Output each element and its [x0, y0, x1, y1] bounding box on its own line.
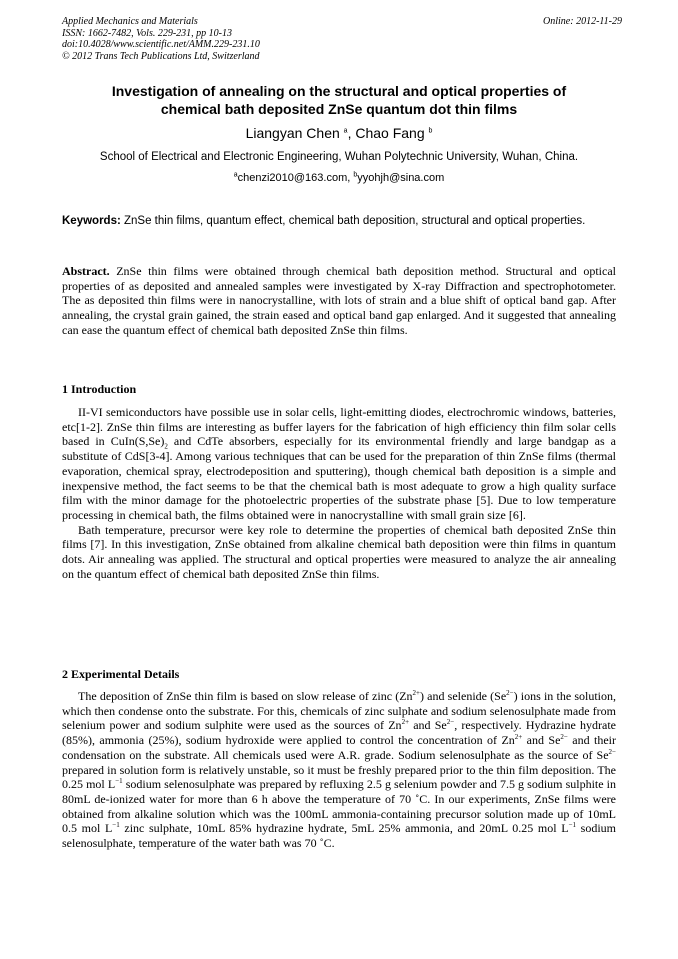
exp-text-11: sodium selenosulphate, temperature of the water bath was 70 ˚C.	[62, 821, 616, 851]
exp-unit-exponent: −1	[568, 821, 577, 830]
exp-unit-exponent: −1	[112, 821, 120, 830]
author-1: Liangyan Chen	[245, 125, 340, 141]
exp-unit-exponent: −1	[115, 777, 123, 786]
online-date: Online: 2012-11-29	[543, 16, 622, 27]
journal-name: Applied Mechanics and Materials	[62, 16, 198, 27]
email-separator: ,	[347, 172, 354, 184]
exp-se-charge: 2−	[506, 689, 514, 697]
email-b-link[interactable]: yyohjh@sina.com	[357, 172, 445, 184]
paper-title	[62, 82, 616, 118]
introduction-body	[62, 405, 616, 581]
author-separator: ,	[347, 125, 356, 141]
title-line-1: Investigation of annealing on the structural and optical properties of	[111, 83, 567, 99]
abstract-label: Abstract.	[62, 264, 110, 278]
copyright-line: © 2012 Trans Tech Publications Ltd, Switzerland	[62, 50, 260, 62]
section-heading-introduction: 1 Introduction	[62, 382, 137, 396]
affiliation: School of Electrical and Electronic Engineering, Wuhan Polytechnic University, Wuhan, China.	[99, 151, 579, 163]
issn-line: ISSN: 1662-7482, Vols. 229-231, pp 10-13	[62, 27, 232, 39]
exp-text-1: The deposition of ZnSe thin film is based on slow release of zinc (Zn	[78, 689, 413, 703]
exp-text-2: ) and selenide (Se	[420, 689, 507, 703]
email-a-link[interactable]: chenzi2010@163.com	[237, 172, 348, 184]
exp-text-3: ) ions in the solution, which then condense onto the substrate. For this, chemicals of zinc sulphate and sodium selenosulphate made from selenium power and sodium sulphite were used as the sources of Zn	[62, 689, 616, 733]
exp-zn-charge: 2+	[514, 733, 523, 742]
section-heading-experimental: 2 Experimental Details	[62, 667, 180, 681]
author-2-mark: b	[428, 127, 433, 135]
experimental-body	[62, 689, 616, 851]
email-a-mark: a	[233, 171, 238, 179]
keywords	[62, 214, 616, 229]
exp-se-charge: 2−	[560, 733, 568, 742]
exp-se-charge: 2−	[446, 718, 455, 727]
exp-text-9: sodium selenosulphate was prepared by refluxing 2.5 g selenium powder and 7.5 g sodium sulphite in 80mL de-ionized water for more than 6 h above the temperature of 70 ˚C. In our experiments, ZnSe films were obtained from alkaline solution which was the 100mL ammonia-containing precursor solution made up of 10mL 0.5 mol L	[62, 777, 616, 836]
exp-text-5: , respectively. Hydrazine hydrate (85%), ammonia (25%), sodium hydroxide were applied to control the concentration of Zn	[62, 718, 616, 748]
intro-p1-part-a: II-VI semiconductors have possible use in solar cells, light-emitting diodes, electrochromic windows, batteries, etc[1-2]. ZnSe thin films are interesting as buffer layers for the fabrication of high efficiency thin film solar cells based in CuIn(S,Se)	[62, 405, 616, 449]
exp-text-8: prepared in solution form is relatively unstable, so it must be freshly prepared prior to the thin film deposition. The 0.25 mol L	[62, 762, 616, 792]
exp-text-4: and Se	[409, 718, 447, 733]
doi-line: doi:10.4028/www.scientific.net/AMM.229-231.10	[62, 39, 260, 50]
author-2: Chao Fang	[355, 125, 425, 141]
exp-text-6: and Se	[522, 733, 561, 748]
exp-se-charge: 2−	[608, 747, 616, 756]
abstract-text: ZnSe thin films were obtained through chemical bath deposition method. Structural and optical properties of as deposited and annealed samples were investigated by X-ray Diffraction and spectrophotometer. The as deposited thin films were in nanocrystalline, with lots of strain and a blue shift of optical band gap. After annealing, the crystal grain gained, the strain eased and optical band gap enlarged. And it suggested that annealing can ease the quantum effect of chemical bath deposited ZnSe thin films.	[62, 264, 616, 337]
keywords-text: ZnSe thin films, quantum effect, chemical bath deposition, structural and optical properties.	[120, 215, 586, 227]
intro-p1-part-b: and CdTe absorbers, especially for its environmental friendly and large bandgap as a substitute of CdS[3-4]. Among various techniques that can be used for the preparation of thin ZnSe films (thermal evaporation, chemical spray, electrodeposition and sputtering), though chemical bath deposition is a simple and inexpensive method, the fact seems to be that the chemical bath is most adequate to grow a high quality surface film with the minor damage for the photoelectric properties of the substrate phase [5]. Due to low temperature processing in chemical bath, the films obtained were in nanocrystalline with small grain size [6].	[62, 434, 616, 522]
exp-text-10: zinc sulphate, 10mL 85% hydrazine hydrate, 5mL 25% ammonia, and 20mL 0.25 mol L	[119, 821, 569, 836]
intro-paragraph-2: Bath temperature, precursor were key role to determine the properties of chemical bath deposited ZnSe thin films [7]. In this investigation, ZnSe obtained from alkaline chemical bath deposition were thin films in quantum dots. Air annealing was applied. The structural and optical properties were measured to analyze the air annealing on the quantum effect of chemical bath deposited ZnSe thin films.	[62, 522, 616, 581]
abstract	[62, 264, 616, 338]
keywords-label: Keywords:	[62, 215, 121, 227]
exp-zn-charge: 2+	[412, 689, 420, 697]
exp-text-7: and their condensation on the substrate. All chemicals used were A.R. grade. Sodium selenosulphate as the source of Se	[62, 733, 616, 762]
author-emails	[62, 171, 616, 185]
experimental-paragraph-1	[62, 689, 616, 851]
author-1-mark: a	[343, 127, 348, 135]
intro-paragraph-1	[62, 405, 616, 523]
author-list	[62, 124, 616, 142]
email-b-mark: b	[353, 171, 358, 179]
intro-p1-subscript: 2	[164, 442, 168, 451]
journal-header	[62, 16, 622, 62]
title-line-2: chemical bath deposited ZnSe quantum dot thin films	[160, 101, 518, 117]
exp-zn-charge: 2+	[401, 718, 410, 727]
